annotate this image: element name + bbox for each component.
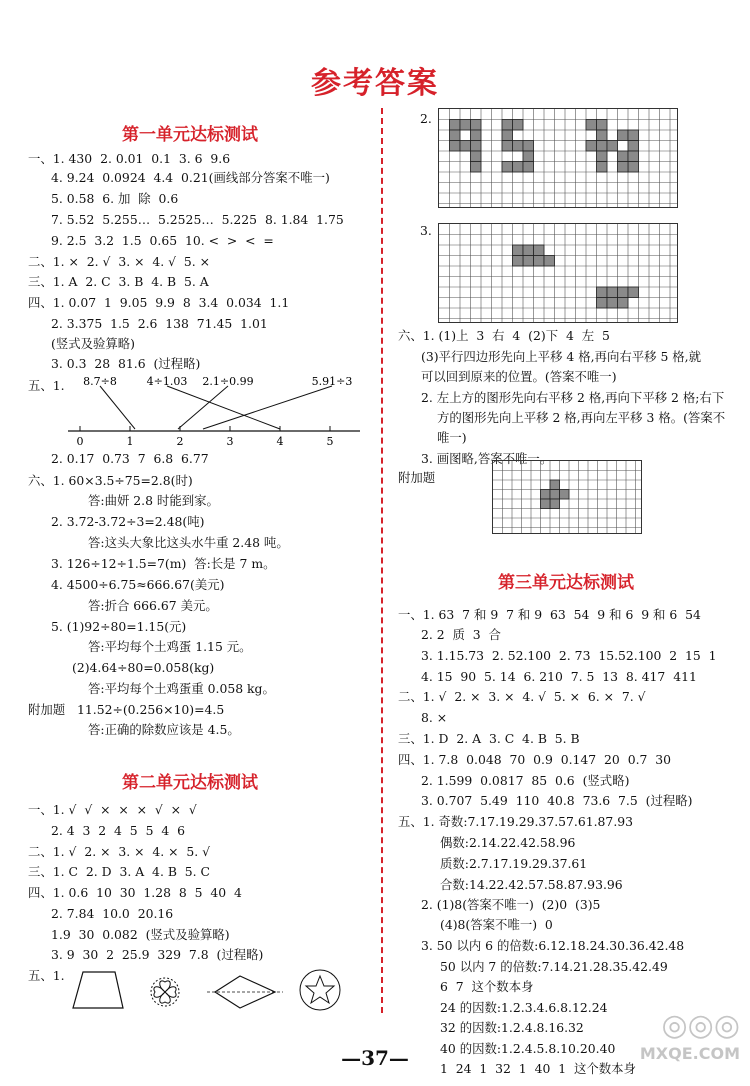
number-line-expression: 8.7÷8 (83, 376, 117, 388)
left-answer-line: 二、1. √ 2. × 3. × 4. × 5. √ (28, 844, 211, 859)
shaded-cell (450, 120, 461, 131)
watermark-text: MXQE.COM (639, 1044, 740, 1063)
left-answer-line: 7. 5.52 5.255… 5.2525… 5.225 8. 1.84 1.75 (51, 212, 344, 227)
right-answer-line: (3)平行四边形先向上平移 4 格,再向右平移 5 格,就 (421, 349, 701, 364)
shaded-cell (460, 120, 471, 131)
left-answer-line: 五、1. (28, 968, 65, 983)
shaded-cell (471, 151, 482, 162)
number-line-tick-label: 3 (226, 435, 234, 448)
left-answer-line: 2. 4 3 2 4 5 5 4 6 (51, 823, 185, 838)
shaded-cell (618, 151, 629, 162)
shaded-cell (550, 499, 560, 509)
right-answer-line: 3. 0.707 5.49 110 40.8 73.6 7.5 (过程略) (421, 793, 693, 808)
shaded-cell (471, 162, 482, 173)
right-answer-line: 3. 50 以内 6 的倍数:6.12.18.24.30.36.42.48 (421, 938, 685, 953)
shaded-cell (502, 141, 513, 152)
right-answer-line: 3. (420, 223, 432, 238)
shaded-cell (523, 245, 534, 256)
shaded-cell (607, 298, 618, 309)
right-answer-line: 2. 2 质 3 合 (421, 627, 501, 642)
right-answer-line: 2. 1.599 0.0817 85 0.6 (竖式略) (421, 773, 630, 788)
shaded-cell (628, 130, 639, 141)
shaded-cell (560, 490, 570, 500)
shaded-cell (628, 141, 639, 152)
shaded-cell (597, 151, 608, 162)
right-answer-line: 8. × (421, 710, 448, 725)
left-answer-line: 附加题 11.52÷(0.256×10)=4.5 (28, 702, 225, 717)
right-answer-line: 方的图形先向上平移 2 格,再向左平移 3 格。(答案不 (437, 410, 726, 425)
left-answer-line: 3. 9 30 2 25.9 329 7.8 (过程略) (51, 947, 264, 962)
shaded-cell (534, 245, 545, 256)
section-title-unit1: 第一单元达标测试 (122, 125, 258, 145)
shaded-cell (618, 130, 629, 141)
left-answer-line: 一、1. 430 2. 0.01 0.1 3. 6 9.6 (28, 151, 231, 166)
right-answer-line: 四、1. 7.8 0.048 70 0.9 0.147 20 0.7 30 (398, 752, 672, 767)
translation-grid-2 (438, 223, 678, 323)
right-answer-line: 2. (420, 111, 432, 126)
left-answer-line: 一、1. √ √ × × × √ × √ (28, 802, 197, 817)
left-answer-line: 六、1. 60×3.5÷75=2.8(时) (28, 473, 193, 488)
left-answer-line: (竖式及验算略) (51, 336, 136, 351)
left-answer-line: 9. 2.5 3.2 1.5 0.65 10. < > < = (51, 233, 274, 248)
trapezoid-shape (73, 972, 123, 1008)
number-line-figure (60, 376, 370, 448)
number-line-expression: 2.1÷0.99 (202, 376, 254, 388)
left-answer-line: 5. 0.58 6. 加 除 0.6 (51, 191, 179, 206)
shaded-cell (502, 162, 513, 173)
number-line-tick-label: 5 (326, 435, 334, 448)
right-answer-line: 合数:14.22.42.57.58.87.93.96 (440, 877, 623, 892)
shaded-cell (628, 151, 639, 162)
right-answer-line: 24 的因数:1.2.3.4.6.8.12.24 (440, 1000, 608, 1015)
left-answer-line: 答:正确的除数应该是 4.5。 (88, 722, 240, 737)
symmetry-grid (492, 460, 642, 534)
right-answer-line: 3. 画图略,答案不唯一。 (421, 451, 553, 466)
right-answer-line: 质数:2.7.17.19.29.37.61 (440, 856, 588, 871)
shaded-cell (597, 130, 608, 141)
number-line-tick-label: 2 (176, 435, 184, 448)
section-title-unit2: 第二单元达标测试 (122, 773, 258, 793)
translation-grid-1 (438, 108, 678, 208)
left-answer-line: 三、1. A 2. C 3. B 4. B 5. A (28, 274, 209, 289)
shaded-cell (513, 162, 524, 173)
right-answer-line: 附加题 (398, 470, 436, 485)
right-answer-line: 五、1. 奇数:7.17.19.29.37.57.61.87.93 (398, 814, 634, 829)
number-line-expression: 4÷1.03 (146, 376, 188, 388)
shaded-cell (502, 130, 513, 141)
shaded-cell (534, 256, 545, 267)
shaded-cell (471, 130, 482, 141)
right-answer-line: 可以回到原来的位置。(答案不唯一) (421, 369, 617, 384)
right-answer-line: 唯一) (437, 430, 467, 445)
shaded-cell (471, 141, 482, 152)
right-answer-line: 6 7 这个数本身 (440, 979, 534, 994)
shaded-cell (541, 490, 551, 500)
right-answer-line: 40 的因数:1.2.4.5.8.10.20.40 (440, 1041, 616, 1056)
right-answer-line: 2. (1)8(答案不唯一) (2)0 (3)5 (421, 897, 601, 912)
left-answer-line: 答:平均每个土鸡蛋重 0.058 kg。 (88, 681, 275, 696)
shaded-cell (597, 162, 608, 173)
right-answer-line: 偶数:2.14.22.42.58.96 (440, 835, 576, 850)
left-answer-line: (2)4.64÷80=0.058(kg) (72, 660, 215, 675)
left-answer-line: 四、1. 0.6 10 30 1.28 8 5 40 4 (28, 885, 242, 900)
shaded-cell (523, 151, 534, 162)
star-circle-shape (300, 970, 340, 1010)
shaded-cell (544, 256, 555, 267)
number-line-tick-label: 0 (76, 435, 84, 448)
right-answer-line: 三、1. D 2. A 3. C 4. B 5. B (398, 731, 580, 746)
number-line-expression: 5.91÷3 (311, 376, 353, 388)
number-line-tick-label: 1 (126, 435, 134, 448)
shaded-cell (550, 480, 560, 490)
left-answer-line: 答:平均每个土鸡蛋 1.15 元。 (88, 639, 252, 654)
column-divider (381, 108, 383, 1013)
right-answer-line: 4. 15 90 5. 14 6. 210 7. 5 13 8. 417 411 (421, 669, 697, 684)
left-answer-line: 1.9 30 0.082 (竖式及验算略) (51, 927, 230, 942)
shaded-cell (597, 287, 608, 298)
page-number: —37— (341, 1046, 409, 1070)
right-answer-line: 50 以内 7 的倍数:7.14.21.28.35.42.49 (440, 959, 668, 974)
right-answer-line: 一、1. 63 7 和 9 7 和 9 63 54 9 和 6 9 和 6 54 (398, 607, 701, 622)
shaded-cell (607, 141, 618, 152)
shaded-cell (550, 490, 560, 500)
shaded-cell (450, 130, 461, 141)
shaded-cell (597, 141, 608, 152)
shaded-cell (513, 120, 524, 131)
shaded-cell (513, 256, 524, 267)
shaded-cell (618, 298, 629, 309)
shaded-cell (513, 141, 524, 152)
left-answer-line: 五、1. (28, 378, 65, 393)
left-answer-line: 4. 4500÷6.75≈666.67(美元) (51, 577, 225, 592)
left-answer-line: 5. (1)92÷80=1.15(元) (51, 619, 187, 634)
left-answer-line: 答:曲妍 2.8 时能到家。 (88, 493, 219, 508)
shaded-cell (586, 120, 597, 131)
shaded-cell (586, 141, 597, 152)
right-answer-line: 2. 左上方的图形先向右平移 2 格,再向下平移 2 格;右下 (421, 390, 725, 405)
left-answer-line: 2. 3.72-3.72÷3=2.48(吨) (51, 514, 205, 529)
left-answer-line: 四、1. 0.07 1 9.05 9.9 8 3.4 0.034 1.1 (28, 295, 290, 310)
watermark-logo-icon: ◎◎◎ (661, 1008, 740, 1043)
watermark (600, 1008, 740, 1078)
left-answer-line: 2. 0.17 0.73 7 6.8 6.77 (51, 451, 209, 466)
symmetry-shapes-figure (65, 960, 365, 1020)
section-title-unit3: 第三单元达标测试 (498, 573, 634, 593)
shaded-cell (523, 256, 534, 267)
shaded-cell (460, 141, 471, 152)
left-answer-line: 2. 3.375 1.5 2.6 138 71.45 1.01 (51, 316, 268, 331)
right-answer-line: 二、1. √ 2. × 3. × 4. √ 5. × 6. × 7. √ (398, 689, 646, 704)
shaded-cell (523, 141, 534, 152)
left-answer-line: 4. 9.24 0.0924 4.4 0.21(画线部分答案不唯一) (51, 170, 330, 185)
shaded-cell (597, 298, 608, 309)
shaded-cell (523, 162, 534, 173)
left-answer-line: 2. 7.84 10.0 20.16 (51, 906, 174, 921)
page-title: 参考答案 (311, 66, 439, 101)
shaded-cell (541, 499, 551, 509)
left-answer-line: 答:折合 666.67 美元。 (88, 598, 218, 613)
right-answer-line: 六、1. (1)上 3 右 4 (2)下 4 左 5 (398, 328, 610, 343)
right-answer-line: (4)8(答案不唯一) 0 (440, 917, 553, 932)
shaded-cell (618, 162, 629, 173)
left-answer-line: 3. 126÷12÷1.5=7(m) 答:长是 7 m。 (51, 556, 276, 571)
shaded-cell (607, 287, 618, 298)
right-answer-line: 1 24 1 32 1 40 1 这个数本身 (440, 1061, 636, 1076)
shaded-cell (628, 287, 639, 298)
right-answer-line: 32 的因数:1.2.4.8.16.32 (440, 1020, 584, 1035)
shaded-cell (471, 120, 482, 131)
shaded-cell (502, 120, 513, 131)
shaded-cell (628, 162, 639, 173)
right-answer-line: 3. 1.15.73 2. 52.100 2. 73 15.52.100 2 15 1 (421, 648, 717, 663)
shaded-cell (450, 141, 461, 152)
shaded-cell (513, 245, 524, 256)
left-answer-line: 3. 0.3 28 81.6 (过程略) (51, 356, 201, 371)
left-answer-line: 答:这头大象比这头水牛重 2.48 吨。 (88, 535, 289, 550)
number-line-arrows (100, 386, 332, 429)
shaded-cell (618, 287, 629, 298)
left-answer-line: 三、1. C 2. D 3. A 4. B 5. C (28, 864, 211, 879)
left-answer-line: 二、1. × 2. √ 3. × 4. √ 5. × (28, 254, 211, 269)
shaded-cell (597, 120, 608, 131)
number-line-tick-label: 4 (276, 435, 284, 448)
flower-shape (151, 978, 179, 1006)
